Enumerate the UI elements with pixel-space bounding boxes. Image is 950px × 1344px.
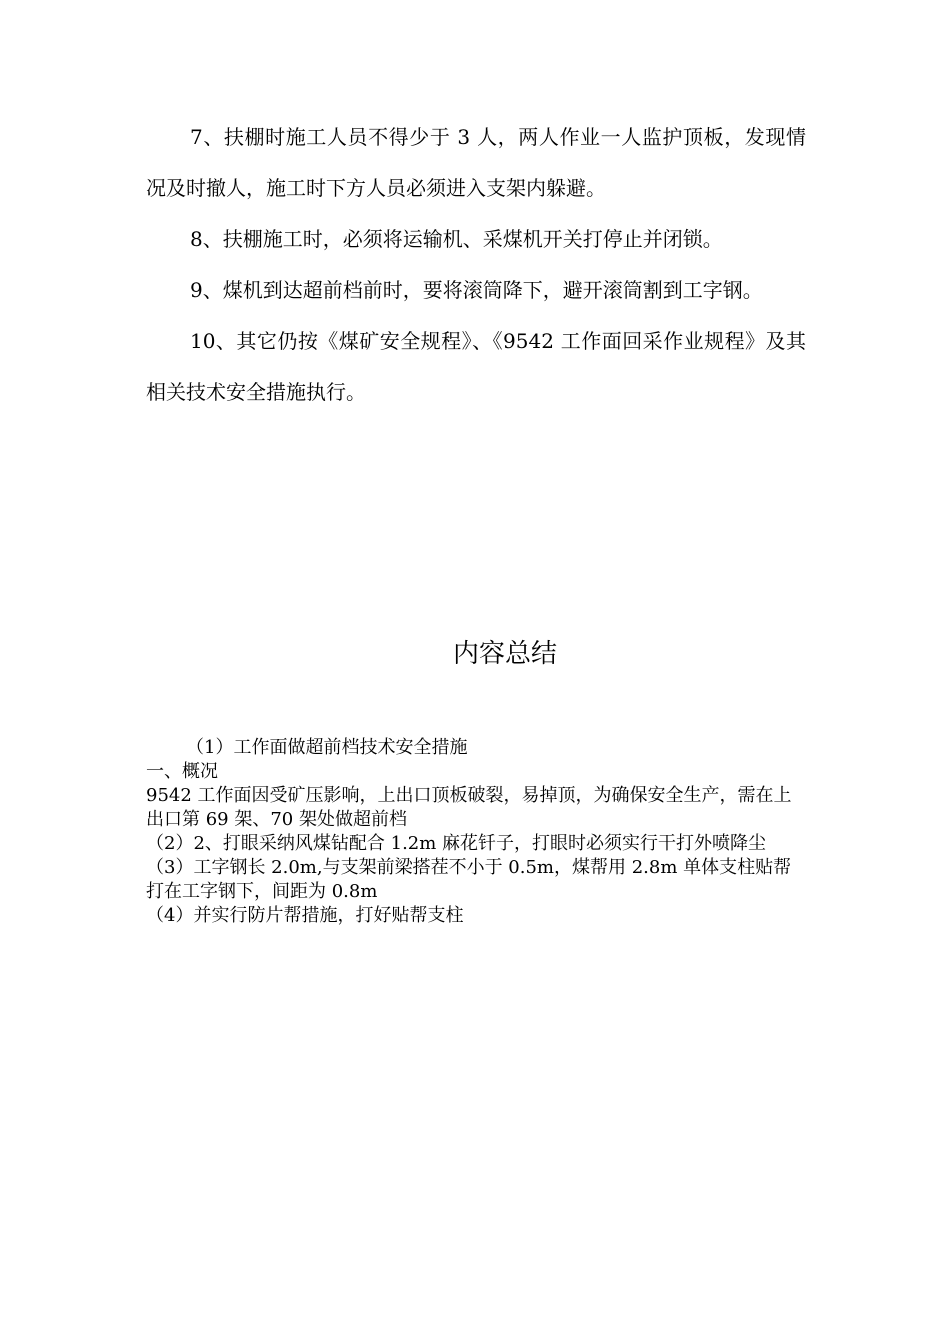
paragraph-item-8: 8、扶棚施工时，必须将运输机、采煤机开关打停止并闭锁。 [190, 227, 723, 251]
paragraph-item-7: 7、扶棚时施工人员不得少于 3 人，两人作业一人监护顶板，发现情况及时撤人，施工时下方人员必须进入支架内躲避。 [146, 125, 806, 200]
summary-line: （1）工作面做超前档技术安全措施 [186, 737, 468, 758]
summary-line: （3）工字钢长 2.0m,与支架前梁搭茬不小于 0.5m，煤帮用 2.8m 单体支柱贴帮打在工字钢下，间距为 0.8m [146, 857, 792, 902]
summary-title: 内容总结 [452, 639, 557, 669]
paragraph-item-9: 9、煤机到达超前档前时，要将滚筒降下，避开滚筒割到工字钢。 [190, 278, 763, 302]
summary-section [146, 736, 806, 928]
paragraph-item-10: 10、其它仍按《煤矿安全规程》、《9542 工作面回采作业规程》及其相关技术安全措施执行。 [146, 329, 806, 404]
summary-line: 9542 工作面因受矿压影响，上出口顶板破裂，易掉顶，为确保安全生产，需在上出口第 69 架、70 架处做超前档 [146, 785, 792, 830]
body-text [146, 112, 806, 418]
summary-line: （4）并实行防片帮措施，打好贴帮支柱 [146, 905, 464, 926]
summary-line: （2）2、打眼采纳风煤钻配合 1.2m 麻花钎子，打眼时必须实行干打外喷降尘 [146, 833, 767, 854]
summary-line: 一、概况 [146, 761, 218, 782]
